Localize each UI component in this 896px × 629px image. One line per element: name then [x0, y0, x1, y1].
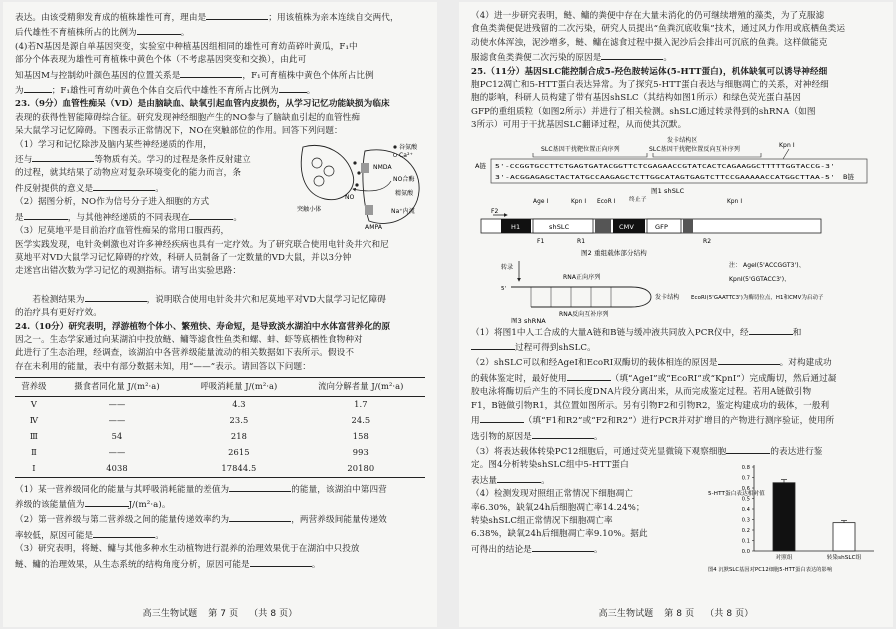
text: 。 — [311, 559, 321, 570]
label-no: NO — [345, 193, 355, 201]
q24-intro-3: 此进行了生态治理，经调查，该湖泊中各营养级能量流动的相关数据如下表所示。假设不 — [15, 348, 355, 359]
q25-intro-5: 3所示）可用于干扰基因SLC翻译过程，从而使其沉默。 — [471, 120, 687, 131]
answer-blank[interactable] — [250, 557, 312, 567]
label-kpni-2: Kpn Ⅰ — [727, 198, 743, 205]
answer-blank[interactable] — [85, 292, 147, 302]
q23-s1-c: 的过程，就其结果了动物应对复杂环境变化的能力而言，条 — [15, 168, 242, 179]
table-cell: —— — [108, 414, 126, 425]
note-agei: AgeⅠ(5'ACCGGT3')、 — [743, 261, 805, 269]
synapse-diagram — [295, 141, 425, 233]
strand-b-sequence: 3'-ACGGAGAGCTACTATGCCAAGAGCTCTTGGCATAGTGAGTCTTCCGAAAAACCATGGCTTAA-5' — [495, 174, 835, 181]
text: （填“AgeⅠ”或“EcoRⅠ”或“KpnⅠ”）完成酶切，然后通过凝 — [610, 373, 837, 384]
text: 率较低，原因可能是 — [15, 530, 94, 541]
q22-line1 — [15, 10, 425, 25]
label-na-influx: Na⁺内流 — [391, 207, 415, 215]
q23-intro-1: 23.（9分）血管性痴呆（VD）是由脑缺血、缺氧引起血管内皮损伤，从学习记忆功能缺损为临床 — [15, 99, 390, 110]
q23-answer-space[interactable] — [15, 279, 425, 292]
text: 的载体鉴定时，最好使用 — [471, 373, 567, 384]
text: 养级的该能量值为 — [15, 499, 85, 510]
x-category-label: 转染shSLC组 — [826, 555, 862, 562]
answer-blank[interactable] — [532, 542, 594, 552]
q24-s4-b: 食鱼类粪便促进残留的二次污染，研究人员提出“鱼粪沉底收集”技术，通过风力作用或底栖鱼类运 — [471, 24, 846, 35]
table-row — [15, 445, 425, 461]
y-tick-label: 0.3 — [741, 517, 750, 524]
label-rna-reverse: RNA反向互补序列 — [559, 310, 609, 318]
answer-blank[interactable] — [189, 210, 233, 220]
q25-s2-c: 胶电泳将酶切后产生的不同长度DNA片段分离出来，从而完成鉴定过程。若用A链做引物 — [471, 387, 812, 398]
table-cell: Ⅱ — [31, 446, 37, 457]
q25-s3-a — [471, 444, 881, 459]
table-cell: 20180 — [297, 461, 425, 478]
label-ampa: AMPA — [365, 223, 383, 231]
label-reverse-seq: SLC基因干扰靶位置反向互补序列 — [649, 145, 740, 153]
primer-f1-label: F1 — [537, 237, 545, 245]
label-transcription: 转录 — [501, 263, 514, 271]
q24-intro-4: 存在未利用的能量，表中有部分数据未知，用“——”表示。请回答以下问题： — [15, 361, 311, 372]
presynaptic-terminal — [301, 145, 353, 199]
answer-blank[interactable] — [279, 83, 307, 93]
note-title: 注： — [729, 261, 742, 269]
q23-intro-2: 表现的获得性智能障碍综合征。研究发现神经细胞产生的NO参与了脑缺血引起的血管性痴 — [15, 112, 361, 123]
q25-s3-c — [471, 473, 716, 488]
text: ，F₁可育植株中黄色个体所占比例 — [242, 70, 374, 81]
answer-blank[interactable] — [85, 497, 129, 507]
figure-2-caption: 图2 重组载体部分结构 — [581, 248, 647, 257]
text: 。 — [306, 86, 316, 97]
q25-s2-f — [471, 429, 881, 444]
text: 用 — [471, 416, 480, 427]
text: 。 — [155, 183, 164, 194]
chart-title: 图4 沉默SLC基因对PC12细胞5-HTT蛋白表达的影响 — [708, 567, 833, 574]
answer-blank[interactable] — [24, 210, 68, 220]
table-row — [15, 396, 425, 413]
q25-intro-1: 25.（11分）基因SLC能控制合成5-羟色胺转运体(5-HTT蛋白)，机体缺氧可以诱导神经细 — [471, 66, 828, 77]
q25-s4-e — [471, 542, 716, 557]
bar-control — [773, 483, 795, 551]
q22-sub4-b: 部分个体表现为雄性可育植株中黄色个体（不考虑基因突变和交换），由此可 — [15, 55, 307, 66]
answer-blank[interactable] — [93, 181, 155, 191]
q23-s3-f: 的治疗具有更好疗效。 — [15, 308, 102, 319]
q24-s4-c: 动使水体浑浊，泥沙增多，鲢、鳙在滤食过程中摄入泥沙后会排出可沉底的鱼粪。这样做能克 — [471, 37, 828, 48]
hts-bar-chart — [706, 459, 881, 575]
label-kpni: Kpn Ⅰ — [571, 198, 587, 205]
gfp-label: GFP — [655, 222, 668, 231]
answer-blank[interactable] — [497, 473, 541, 483]
footer-page-number: 第 8 页 — [664, 608, 695, 619]
text: 可得出的结论是 — [471, 544, 532, 555]
q23-text-column — [15, 139, 295, 239]
table-row — [15, 461, 425, 478]
text: ；F₁雄性可育幼叶黄色个体自交后代中雄性不育所占比例为 — [51, 86, 279, 97]
ampa-receptor — [365, 205, 373, 215]
text: ；用该植株为亲本连续自交两代， — [268, 13, 399, 23]
table-row — [15, 413, 425, 429]
text: ，与其他神经递质的不同表现在 — [67, 212, 190, 223]
table-cell: 54 — [111, 430, 123, 441]
text: 的能量，该湖泊中第四营 — [291, 484, 387, 495]
footer-total-pages: （共 8 页） — [705, 608, 754, 619]
y-tick-label: 0.5 — [741, 496, 750, 503]
table-cell: 218 — [230, 430, 247, 441]
no-arrow — [353, 181, 391, 191]
table-cell: 158 — [352, 430, 369, 441]
q23-s1-d — [15, 181, 295, 196]
label-hairpin-region: 发卡结构区 — [667, 136, 698, 144]
text: 服滤食鱼类粪便二次污染的原因是 — [471, 53, 602, 64]
gfp-terminator — [683, 219, 693, 233]
primer-r1-label: R1 — [577, 237, 586, 245]
q23-s1-a: （1）学习和记忆除涉及脑内某些神经递质的作用， — [15, 139, 212, 150]
answer-blank[interactable] — [749, 325, 793, 335]
answer-blank[interactable] — [180, 68, 242, 78]
q23-s1-b — [15, 152, 295, 167]
y-tick-label: 0.6 — [741, 486, 750, 493]
five-prime-label: 5' — [501, 285, 507, 292]
q24-s2-b — [15, 528, 425, 543]
q25-s2-b — [471, 371, 881, 386]
y-axis-label: 5-HTT蛋白表达相对值 — [708, 491, 765, 498]
text: 鲢、鳙的治理效果，从生态系统的结构角度分析，原因可能是 — [15, 559, 250, 570]
answer-blank[interactable] — [229, 512, 291, 522]
q25-s3-b: 定。图4分析转染shSLC组中5-HTT蛋白 — [471, 460, 629, 471]
text: 若检测结果为 — [32, 294, 85, 305]
q25-text-column — [471, 459, 716, 557]
y-tick-label: 0.2 — [741, 528, 750, 535]
q24-intro-1: 24.（10分）研究表明，浮游植物个体小、繁殖快、寿命短，是导致淡水湖泊中水体富营养化的原 — [15, 321, 391, 332]
q25-s1-b — [471, 340, 881, 355]
table-cell: Ⅴ — [30, 398, 37, 409]
q24-s3-a: （3）研究表明，将鲢、鳙与其他多种水生动植物进行混养的治理效果优于在湖泊中只投放 — [15, 544, 360, 555]
figure-3-caption: 图3 shRNA — [511, 316, 546, 323]
shslc-label: shSLC — [549, 222, 570, 231]
legend-dot — [393, 153, 396, 156]
answer-blank[interactable] — [229, 482, 291, 492]
table-cell: 4038 — [53, 461, 181, 478]
page-footer — [3, 608, 437, 621]
text: （1）某一营养级同化的能量与其呼吸消耗能量的差值为 — [15, 484, 230, 495]
table-header-cell: 摄食者同化量 J/(m²·a) — [53, 378, 181, 396]
q23-s3-c: 莫地平对VD大鼠学习记忆障碍的疗效，科研人员制备了一定数量的VD大鼠，并以3分钟 — [15, 252, 352, 263]
table-body — [15, 396, 425, 477]
q25-chart-block — [471, 459, 881, 574]
shrna-hairpin — [511, 287, 651, 307]
text: 。 — [663, 53, 673, 64]
label-hairpin: 发卡结构 — [655, 293, 680, 301]
text: ，说明联合使用电针灸井穴和尼莫地平对VD大鼠学习记忆障碍 — [146, 294, 386, 305]
legend-calcium: Ca²⁺ — [399, 151, 413, 159]
q24-s1-a — [15, 482, 425, 497]
primer-f2-label: F2 — [491, 207, 499, 215]
q25-s2-d: F1，B链做引物R1，其位置如图所示。另有引物F2和引物R2，鉴定构建成功的载体，一般利 — [471, 400, 830, 411]
note-ecori: EcoRⅠ(5'GAATTC3')为酶切位点，H1和CMV为启动子 — [691, 294, 824, 301]
terminator-block — [595, 219, 611, 233]
q23-intro-3: 呆大鼠学习记忆障碍。下图表示正常情况下，NO在突触部位的作用。回答下列问题： — [15, 126, 343, 137]
text: 知基因M与控制幼叶颜色基因的位置关系是 — [15, 70, 181, 81]
q25-intro-3: 胞的影响，科研人员构建了带有基因shSLC（其结构如图1所示）和绿色荧光蛋白基因 — [471, 93, 801, 104]
label-rna-forward: RNA正向序列 — [563, 273, 601, 281]
table-cell: —— — [108, 398, 126, 409]
text: 选引物的原因是 — [471, 431, 532, 442]
gene-construct-figure — [471, 135, 881, 323]
strand-a-sequence: 5'-CCGGTGCCTTCTGAGTGATACGGTTCTCGAGAACCGTATCACTCAGAAGGCTTTTTGGTACCG-3' — [495, 163, 835, 170]
table-cell: 17844.5 — [181, 461, 297, 478]
table-cell: 24.5 — [351, 414, 371, 425]
q25-s4-d: 6.38%，缺氧24h后细胞凋亡率9.10%。据此 — [471, 529, 648, 540]
note-kpni: KpnⅠ(5'GGTACC3')、 — [729, 275, 791, 283]
q23-s3-b: 医学实践发现，电针灸刺激也对许多神经疾病也具有一定疗效。为了研究联合使用电针灸井穴和尼 — [15, 239, 389, 250]
footer-total-pages: （共 8 页） — [249, 608, 298, 619]
y-tick-label: 0.1 — [741, 538, 750, 545]
table-cell: Ⅲ — [29, 430, 38, 441]
text: （2）shSLC可以和经AgeⅠ和EcoRⅠ双酶切的载体相连的原因是 — [471, 358, 718, 369]
text: 。 — [180, 28, 190, 39]
label-kpn-top: Kpn Ⅰ — [779, 141, 795, 149]
table-cell: 4.3 — [232, 398, 246, 409]
figure-1-caption: 图1 shSLC — [651, 186, 685, 195]
label-presynaptic: 突触小体 — [297, 205, 322, 213]
label-terminator: 终止子 — [629, 196, 647, 203]
legend-glutamate: 谷氨酸 — [399, 143, 418, 151]
table-cell: Ⅰ — [15, 461, 53, 478]
q22-line2 — [15, 25, 425, 40]
label-ecori: EcoR Ⅰ — [597, 198, 616, 205]
glutamate-dot — [357, 171, 360, 174]
text: （1）将图1中人工合成的大量A链和B链与缓冲液共同放入PCR仪中，经 — [471, 327, 749, 338]
q23-s2-a: （2）据图分析，NO作为信号分子进入细胞的方式 — [15, 197, 210, 208]
y-tick-label: 0.0 — [741, 549, 750, 556]
text: 。 — [593, 431, 603, 442]
q23-s2-b — [15, 210, 295, 225]
primer-r2-label: R2 — [703, 237, 712, 245]
label-forward-seq: SLC基因干扰靶位置正向序列 — [541, 145, 620, 153]
y-tick-label: 0.7 — [741, 475, 750, 482]
table-cell: —— — [108, 446, 126, 457]
answer-blank[interactable] — [206, 10, 268, 20]
answer-blank[interactable] — [532, 429, 594, 439]
page-footer — [459, 608, 893, 621]
bar-shslc — [833, 523, 855, 551]
q22-sub4-c — [15, 68, 425, 83]
q25-intro-2: 胞PC12凋亡和5-HTT蛋白表达异常。为了探究5-HTT蛋白表达与细胞凋亡的关系，对神经细 — [471, 80, 829, 91]
table-header-row — [15, 378, 425, 396]
text: 过程可得到shSLC。 — [515, 343, 596, 354]
q22-sub4-d — [15, 83, 425, 98]
text: （2）第一营养级与第二营养级之间的能量传递效率约为 — [15, 515, 230, 526]
q25-s4-c: 转染shSLC组正常情况下细胞凋亡率 — [471, 515, 613, 526]
energy-flow-table — [15, 377, 425, 477]
table-header-cell: 流向分解者量 J/(m²·a) — [297, 378, 425, 396]
q25-s1-a — [471, 325, 881, 340]
y-tick-label: 0.4 — [741, 507, 750, 514]
q25-s2-a — [471, 355, 881, 370]
q24-s2-a — [15, 512, 425, 527]
vesicle — [324, 166, 334, 176]
base-pair-lines — [531, 287, 611, 307]
table-cell: 1.7 — [354, 398, 368, 409]
table-header-cell: 呼吸消耗量 J/(m²·a) — [181, 378, 297, 396]
q24-intro-2: 因之一。生态学家通过向某湖泊中投放鲢、鳙等滤食性鱼类和螺、蚌、虾等底栖性食物种对 — [15, 334, 363, 345]
vesicle — [312, 158, 322, 168]
h1-label: H1 — [511, 222, 521, 231]
glutamate-dot — [353, 161, 356, 164]
text: 为 — [15, 86, 24, 97]
q23-s3-a: （3）尼莫地平是目前治疗血管性痴呆的常用口服西药， — [15, 226, 230, 237]
q22-sub4-a: (4)若N基因是源自单基因突变，实验室中种植基因组相同的雄性可育幼苗碎叶黄瓜，F₁中 — [15, 41, 358, 52]
answer-blank[interactable] — [137, 25, 181, 35]
strand-b-label: B链 — [843, 172, 855, 181]
answer-blank[interactable] — [471, 340, 515, 350]
text: 。 — [593, 544, 603, 555]
label-no-synthase: NO合酶 — [393, 175, 415, 183]
text: 。 — [155, 530, 164, 541]
text: 的表达进行鉴 — [770, 446, 823, 457]
text: 表达。由该受精卵发育成的植株雄性可育，理由是 — [15, 13, 207, 23]
q23-figure-block — [15, 139, 425, 239]
y-tick-label: 0.8 — [741, 465, 750, 472]
q23-s3-e — [15, 292, 425, 307]
x-category-label: 对照组 — [775, 555, 793, 562]
text: J/(m²·a)。 — [128, 499, 171, 510]
table-cell: 993 — [352, 446, 369, 457]
label-arginine: 精氨酸 — [395, 189, 414, 197]
legend-dot — [393, 145, 396, 148]
vesicle — [314, 176, 324, 186]
q25-s2-e — [471, 413, 881, 428]
answer-blank[interactable] — [718, 355, 780, 365]
footer-page-number: 第 7 页 — [208, 608, 239, 619]
q24-s4-a: （4）进一步研究表明，鲢、鳙的粪便中存在大量未消化的仍可继续增殖的藻类，为了克服滤 — [471, 11, 825, 21]
text: 是 — [15, 212, 24, 223]
text: 还与 — [15, 155, 33, 166]
text: （3）将表达载体转染PC12细胞后，可通过荧光显微镜下观察细胞 — [471, 446, 727, 457]
answer-blank[interactable] — [24, 83, 52, 93]
table-header-cell: 营养级 — [15, 378, 53, 396]
table-row — [15, 429, 425, 445]
q24-s3-b — [15, 557, 425, 572]
exam-page-8 — [459, 2, 893, 627]
q24-s1-b — [15, 497, 425, 512]
q23-s3-d: 走迷宫出错次数为学习记忆的观测指标。请写出实验思路： — [15, 266, 242, 277]
footer-subject: 高三生物试题 — [142, 608, 198, 619]
cmv-label: CMV — [619, 222, 634, 231]
answer-blank[interactable] — [567, 371, 611, 381]
q25-intro-4: GFP的重组质粒（如图2所示）并进行了相关检测。shSLC通过转录得到的shRNA（如图 — [471, 106, 816, 117]
text: 表达量 — [471, 475, 498, 486]
answer-blank[interactable] — [32, 152, 94, 162]
text: 等物质有关。学习的过程是条件反射建立 — [94, 155, 251, 166]
q25-s4-b: 率6.30%，缺氧24h后细胞凋亡率14.24%； — [471, 502, 645, 513]
table-cell: 2615 — [228, 446, 250, 457]
text: ，两营养级间能量传递效 — [291, 515, 387, 526]
text: 和 — [792, 327, 802, 338]
glutamate-dot — [355, 183, 358, 186]
q25-s4-a: （4）检测发现对照组正常情况下细胞凋亡 — [471, 489, 634, 500]
table-cell: Ⅳ — [29, 414, 39, 425]
answer-blank[interactable] — [93, 528, 155, 538]
answer-blank[interactable] — [726, 444, 770, 454]
strand-a-label: A链 — [475, 161, 487, 170]
table-cell: 23.5 — [229, 414, 249, 425]
answer-blank[interactable] — [601, 50, 663, 60]
label-agei: Age Ⅰ — [533, 198, 549, 205]
exam-page-7 — [3, 2, 437, 627]
q24-s4-d — [471, 50, 881, 65]
footer-subject: 高三生物试题 — [598, 608, 654, 619]
text: 件反射提供的意义是 — [15, 183, 94, 194]
label-nmda: NMDA — [373, 163, 392, 171]
text: 。对构建成功 — [779, 358, 832, 369]
answer-blank[interactable] — [480, 413, 524, 423]
text: 。 — [541, 475, 550, 486]
text: 。 — [233, 212, 243, 223]
text: （填“F1和R2”或“F2和R2”）进行PCR并对扩增目的产物进行测序验证，使用所 — [523, 416, 835, 427]
nmda-receptor — [361, 163, 369, 173]
text: 后代雄性不育植株所占的比例为 — [15, 28, 137, 39]
